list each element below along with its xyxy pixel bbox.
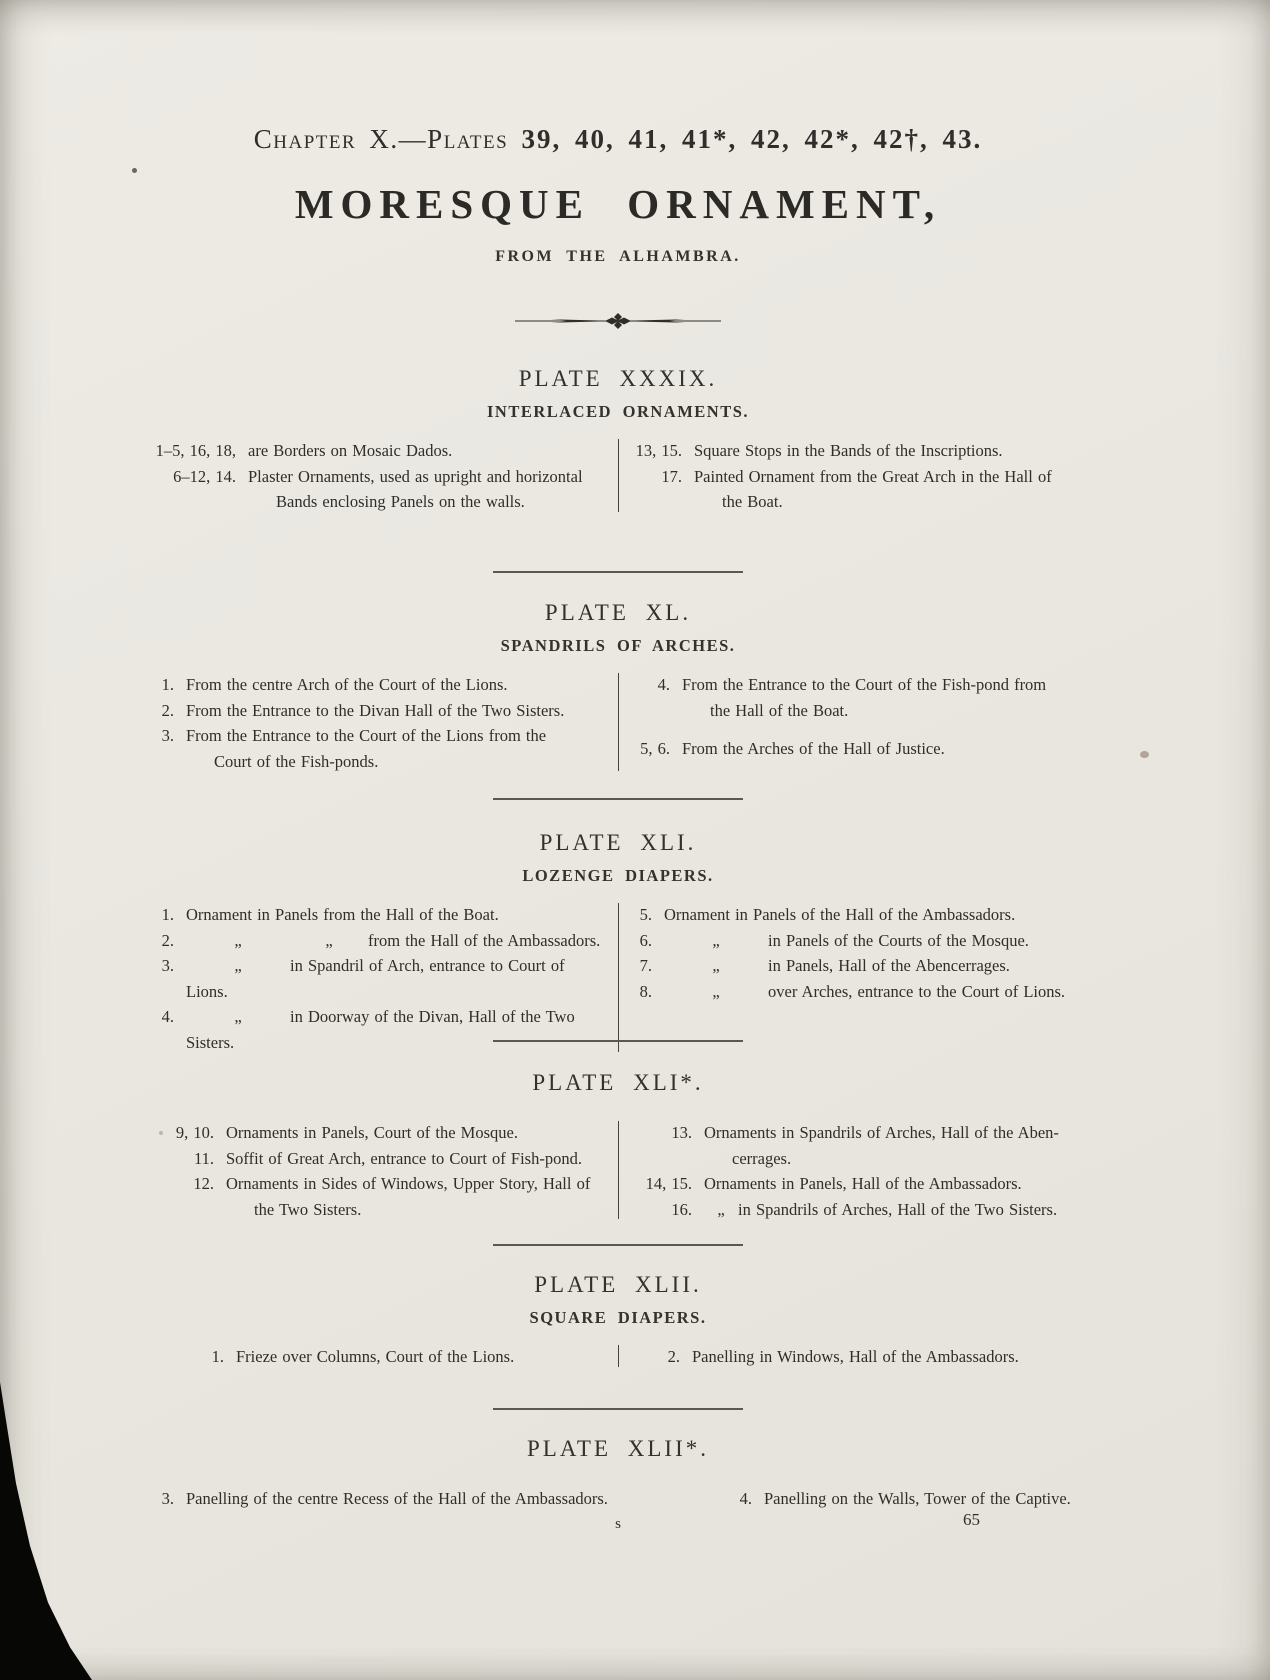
item-text: in Spandril of Arch, entrance to Court of Lions. <box>186 956 565 1001</box>
item-text: From the centre Arch of the Court of the Lions. <box>186 675 508 694</box>
item-number: 2. <box>161 930 174 950</box>
item-number: 4. <box>739 1489 752 1508</box>
ditto-mark: „ <box>325 930 333 950</box>
plate-entry-columns <box>148 672 1088 774</box>
paper-speck <box>1140 751 1149 758</box>
plate-xxxix-section <box>148 366 1088 515</box>
plate-xl-section <box>148 600 1088 774</box>
item-number: 5. <box>639 905 652 924</box>
item-text: Ornaments in Spandrils of Arches, Hall of the Aben- <box>704 1123 1059 1142</box>
item-text-continued: the Boat. <box>722 492 783 511</box>
item-number: 1. <box>161 675 174 694</box>
plate-xlii-star-section <box>148 1436 1088 1512</box>
item-number: 2. <box>161 700 174 720</box>
item-text: From the Entrance to the Court of the Lions from the <box>186 726 547 745</box>
item-text-continued: the Hall of the Boat. <box>710 700 849 720</box>
item-text: in Doorway of the Divan, Hall of the Two Sisters. <box>186 1007 575 1052</box>
item-number: 1. <box>161 905 174 924</box>
ditto-mark: „ <box>712 930 720 950</box>
list-item <box>626 438 1088 464</box>
item-text: Panelling in Windows, Hall of the Ambassadors. <box>692 1347 1019 1366</box>
ditto-mark: „ <box>234 930 242 950</box>
item-number: 13, 15. <box>635 441 682 460</box>
item-text: Panelling on the Walls, Tower of the Captive. <box>764 1489 1071 1508</box>
item-number: 3. <box>161 956 174 975</box>
item-text-continued: cerrages. <box>732 1148 792 1168</box>
list-item <box>148 928 602 954</box>
item-number: 12. <box>193 1174 214 1193</box>
item-text: Ornaments in Sides of Windows, Upper Story, Hall of <box>226 1174 591 1193</box>
list-item <box>626 953 1088 979</box>
item-number: 8. <box>639 981 652 1001</box>
plate-entry-columns <box>148 1486 1088 1512</box>
ditto-mark: „ <box>234 956 242 975</box>
paper-speck <box>132 168 137 173</box>
item-text: Painted Ornament from the Great Arch in the Hall of <box>694 466 1052 486</box>
item-number: 1. <box>211 1347 224 1366</box>
list-item <box>148 1146 602 1172</box>
section-divider <box>493 571 743 573</box>
ditto-mark: „ <box>712 981 720 1001</box>
ditto-mark: „ <box>717 1199 725 1219</box>
item-number: 14, 15. <box>645 1174 692 1193</box>
item-text-continued: Court of the Fish-ponds. <box>214 751 379 771</box>
plate-entry-columns <box>148 1120 1088 1222</box>
list-item <box>626 979 1088 1005</box>
list-item <box>198 1344 602 1370</box>
item-text: Square Stops in the Bands of the Inscriptions. <box>694 441 1003 460</box>
item-text: Ornaments in Panels, Court of the Mosque. <box>226 1123 518 1142</box>
item-text: From the Entrance to the Court of the Fish-pond from <box>682 675 1047 694</box>
list-item <box>148 902 602 928</box>
plate-entry-columns <box>148 902 1088 1055</box>
list-item <box>726 1486 1088 1512</box>
list-item <box>626 1197 1088 1223</box>
list-item <box>626 672 1088 723</box>
list-item <box>626 736 1088 762</box>
item-number: 17. <box>661 466 682 486</box>
list-item <box>148 698 602 724</box>
list-item <box>148 438 602 464</box>
ditto-mark: „ <box>234 1007 242 1026</box>
list-item <box>148 464 602 515</box>
item-text: Panelling of the centre Recess of the Hall of the Ambassadors. <box>186 1489 608 1508</box>
plate-title: PLATE XLII*. <box>527 1436 709 1461</box>
plate-subtitle: SQUARE DIAPERS. <box>529 1308 707 1327</box>
chapter-heading <box>148 124 1088 155</box>
section-divider <box>493 798 743 800</box>
item-number: 3. <box>161 726 174 745</box>
item-number: 6. <box>639 930 652 950</box>
section-divider <box>493 1408 743 1410</box>
list-item <box>654 1344 1088 1370</box>
plate-subtitle: INTERLACED ORNAMENTS. <box>486 402 750 421</box>
item-text: Ornaments in Panels, Hall of the Ambassadors. <box>704 1174 1022 1193</box>
item-number: 4. <box>161 1007 174 1026</box>
item-number: 7. <box>639 956 652 975</box>
section-divider <box>493 1244 743 1246</box>
item-text: in Spandrils of Arches, Hall of the Two Sisters. <box>738 1199 1058 1219</box>
plate-xlii-section <box>148 1272 1088 1370</box>
chapter-label: Chapter X.—Plates <box>253 124 509 154</box>
list-item <box>148 1120 602 1146</box>
item-number: 13. <box>671 1123 692 1142</box>
chapter-plate-numbers: 39, 40, 41, 41*, 42, 42*, 42†, 43. <box>521 124 983 154</box>
item-number: 2. <box>667 1347 680 1366</box>
list-item <box>148 1171 602 1222</box>
plate-xli-star-section <box>148 1070 1088 1222</box>
item-text: From the Arches of the Hall of Justice. <box>682 739 945 758</box>
item-number: 4. <box>657 675 670 694</box>
list-item <box>148 672 602 698</box>
list-item <box>626 928 1088 954</box>
scan-corner-shadow <box>0 1382 92 1680</box>
plate-title: PLATE XLII. <box>534 1272 702 1297</box>
page-number: 65 <box>963 1510 980 1529</box>
item-number: 1–5, 16, 18, <box>155 441 236 460</box>
item-text: are Borders on Mosaic Dados. <box>248 441 453 460</box>
list-item <box>148 953 602 1004</box>
page-title: MORESQUE ORNAMENT, <box>294 181 942 227</box>
item-text: Frieze over Columns, Court of the Lions. <box>236 1347 515 1366</box>
ditto-mark: „ <box>712 956 720 975</box>
list-item <box>148 723 602 774</box>
item-text: Soffit of Great Arch, entrance to Court of Fish-pond. <box>226 1148 582 1168</box>
item-text: Ornament in Panels of the Hall of the Ambassadors. <box>664 905 1016 924</box>
ornament-divider-icon <box>148 312 1088 335</box>
paper-speck <box>159 1131 163 1135</box>
item-text: Plaster Ornaments, used as upright and horizontal <box>248 466 583 486</box>
plate-title: PLATE XLI*. <box>532 1070 704 1095</box>
plate-subtitle: SPANDRILS OF ARCHES. <box>500 636 736 655</box>
item-number: 11. <box>193 1148 214 1168</box>
item-number: 9, 10. <box>175 1123 214 1142</box>
item-text: over Arches, entrance to the Court of Lions. <box>768 981 1066 1001</box>
plate-title: PLATE XL. <box>544 600 692 625</box>
plate-entry-columns <box>148 438 1088 515</box>
plate-entry-columns <box>148 1344 1088 1370</box>
list-item <box>626 464 1088 515</box>
list-item <box>626 1171 1088 1197</box>
section-divider <box>493 1040 743 1042</box>
item-text: in Panels, Hall of the Abencerrages. <box>768 956 1010 975</box>
item-number: 6–12, 14. <box>173 466 236 486</box>
plate-xli-section <box>148 830 1088 1055</box>
page-subtitle: FROM THE ALHAMBRA. <box>495 248 741 265</box>
list-item <box>626 1120 1088 1171</box>
item-text-continued: the Two Sisters. <box>254 1199 362 1219</box>
list-item <box>148 1004 602 1055</box>
item-text: from the Hall of the Ambassadors. <box>368 930 601 950</box>
list-item <box>148 1486 642 1512</box>
signature-mark: s <box>615 1516 621 1532</box>
item-number: 3. <box>161 1489 174 1508</box>
item-text: in Panels of the Courts of the Mosque. <box>768 930 1029 950</box>
item-number: 16. <box>671 1199 692 1219</box>
list-item <box>626 902 1088 928</box>
item-number: 5, 6. <box>640 739 670 758</box>
item-text: From the Entrance to the Divan Hall of the Two Sisters. <box>186 700 565 720</box>
plate-subtitle: LOZENGE DIAPERS. <box>522 866 714 885</box>
item-text-continued: Bands enclosing Panels on the walls. <box>276 492 525 511</box>
plate-title: PLATE XLI. <box>539 830 697 855</box>
item-text: Ornament in Panels from the Hall of the Boat. <box>186 905 499 924</box>
plate-title: PLATE XXXIX. <box>518 366 718 391</box>
